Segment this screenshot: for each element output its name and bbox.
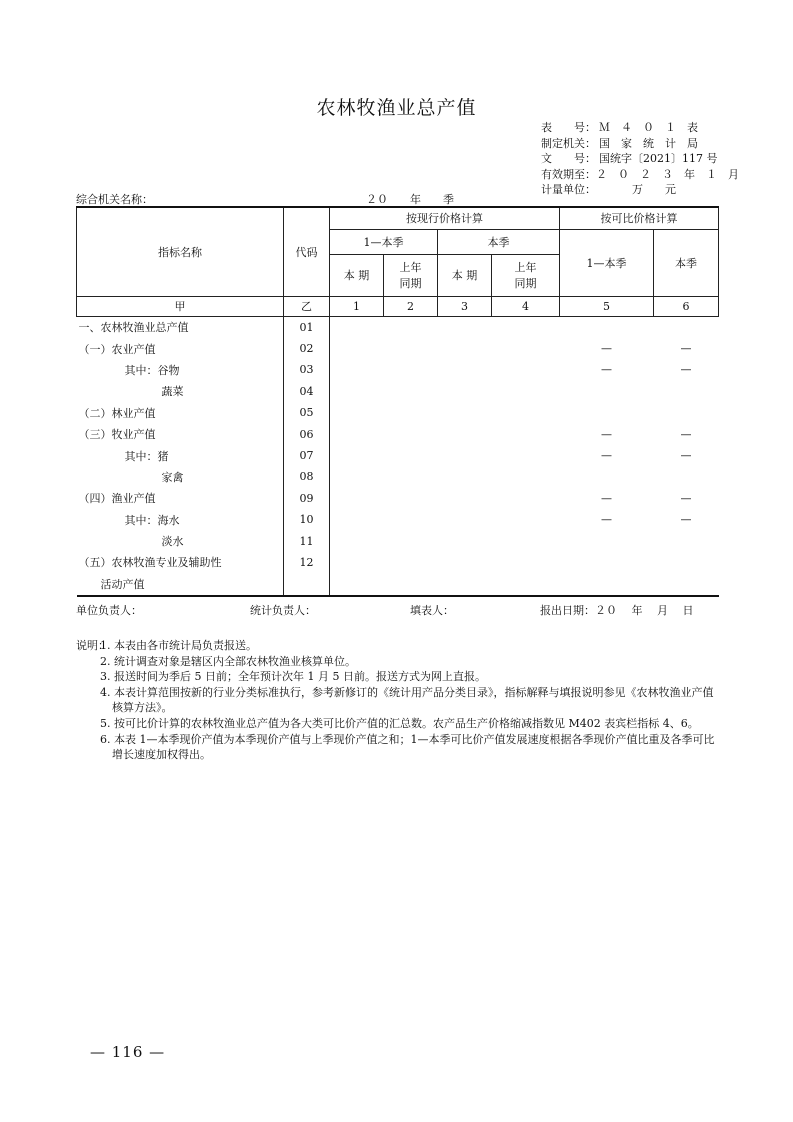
value-cell [654,466,719,487]
value-cell [654,402,719,423]
col-header-prev-year-1: 上年 同期 [384,254,438,296]
value-cell [330,509,384,530]
value-cell [330,488,384,509]
indicator-code: 12 [284,552,330,573]
value-cell [560,402,654,423]
org-name-label: 综合机关名称： [76,193,153,206]
colno-cell: 2 [384,296,438,316]
col-header-comparable-cumulative: 1—本季 [560,229,654,296]
indicator-name: 其中：海水 [124,513,180,527]
colno-cell: 乙 [284,296,330,316]
value-cell [492,402,560,423]
value-cell [438,509,492,530]
value-cell [330,338,384,359]
indicator-name: （二）林业产值 [78,406,156,420]
value-cell [384,381,438,402]
table-row [77,316,719,338]
indicator-code [284,573,330,595]
meta-label: 计量单位： [541,183,596,196]
indicator-name: （三）牧业产值 [78,428,156,442]
table-row [77,466,719,487]
value-cell [560,573,654,595]
meta-value: 国 家 统 计 局 [599,136,698,150]
col-header-prev-year-2: 上年 同期 [492,254,560,296]
col-header-comparable-price: 按可比价格计算 [560,207,719,229]
report-period: ２０ 年 季 [366,193,454,206]
indicator-code: 07 [284,445,330,466]
value-cell [438,445,492,466]
value-cell [384,359,438,380]
indicator-name: 一、农林牧渔业总产值 [78,321,189,335]
indicator-code: 04 [284,381,330,402]
meta-label: 有效期至： [541,167,596,181]
value-cell [384,402,438,423]
value-cell [438,552,492,573]
meta-row [541,120,718,136]
meta-value: 万 元 [599,183,676,196]
value-cell: — [680,449,692,463]
column-number-row [77,296,719,316]
value-cell [654,381,719,402]
table-row [77,359,719,380]
value-cell [330,423,384,444]
meta-label: 表 号： [541,121,596,134]
value-cell [384,488,438,509]
indicator-code: 06 [284,423,330,444]
value-cell [492,338,560,359]
value-cell [560,381,654,402]
value-cell [384,552,438,573]
indicator-code: 10 [284,509,330,530]
indicator-name: 家禽 [161,470,184,484]
page-title: 农林牧渔业总产值 [316,97,477,119]
value-cell [492,552,560,573]
col-header-code: 代码 [284,207,330,296]
value-cell [330,530,384,551]
value-cell [384,530,438,551]
value-cell [492,316,560,338]
value-cell [560,466,654,487]
value-cell [330,445,384,466]
value-cell: — [601,513,612,527]
value-cell: — [680,427,692,441]
value-cell [492,466,560,487]
signature-row [76,602,718,618]
meta-value: 国统字〔2021〕117 号 [599,152,718,165]
note-item: 6. 本表 1—本季现价产值为本季现价产值与上季现价产值之和；1—本季可比价产值发展速度根据各季现价产值比重及各季可比增长速度加权得出。 [100,732,715,762]
value-cell [384,423,438,444]
value-cell [654,552,719,573]
value-cell [438,573,492,595]
value-cell [330,402,384,423]
table-row [77,530,719,551]
table-row [77,552,719,573]
value-cell: — [680,363,692,377]
colno-cell: 3 [438,296,492,316]
note-item: 2. 统计调查对象是辖区内全部农林牧渔业核算单位。 [100,654,356,668]
value-cell [384,509,438,530]
note-item: 5. 按可比价计算的农林牧渔业总产值为各大类可比价产值的汇总数。农产品生产价格缩减指数见 M402 表宾栏指标 4、6。 [100,716,699,730]
meta-label: 制定机关： [541,136,596,150]
colno-cell: 甲 [77,296,284,316]
col-header-name: 指标名称 [77,207,284,296]
value-cell [560,530,654,551]
col-header-period-2: 本 期 [438,254,492,296]
value-cell [560,552,654,573]
indicator-name: 淡水 [161,535,184,549]
table-row [77,573,719,595]
value-cell [330,466,384,487]
unit-head-label: 单位负责人： [76,604,142,617]
value-cell [654,316,719,338]
value-cell [492,381,560,402]
col-header-this-quarter: 本季 [438,229,560,254]
note-item: 1. 本表由各市统计局负责报送。 [100,639,257,652]
value-cell [438,316,492,338]
indicator-code: 02 [284,338,330,359]
indicator-name: （五）农林牧渔专业及辅助性 [78,556,222,570]
meta-row [541,151,718,167]
value-cell [492,423,560,444]
colno-cell: 1 [330,296,384,316]
indicator-code: 08 [284,466,330,487]
value-cell [438,423,492,444]
meta-row [541,167,739,183]
value-cell [492,445,560,466]
filler-label: 填表人： [410,604,454,617]
col-header-cumulative: 1—本季 [330,229,438,254]
stat-head-label: 统计负责人： [250,604,316,617]
value-cell [438,466,492,487]
indicator-name: 蔬菜 [161,385,184,399]
meta-value: ２ ０ ２ ３ 年 １ 月 [596,167,739,181]
value-cell: — [601,449,612,463]
indicator-code: 09 [284,488,330,509]
colno-cell: 5 [560,296,654,316]
report-date-label: 报出日期：２０ 年 月 日 [540,604,694,617]
value-cell: — [680,491,692,505]
notes [76,638,721,763]
col-header-period-1: 本 期 [330,254,384,296]
value-cell [330,381,384,402]
value-cell [438,359,492,380]
value-cell: — [680,513,692,527]
value-cell [330,359,384,380]
value-cell [384,466,438,487]
value-cell [438,488,492,509]
value-cell [330,316,384,338]
indicator-name: 其中：猪 [124,449,169,463]
indicator-code: 11 [284,530,330,551]
value-cell [492,488,560,509]
value-cell: — [680,342,692,356]
value-cell [560,316,654,338]
value-cell [384,316,438,338]
indicator-code: 03 [284,359,330,380]
value-cell [492,359,560,380]
table-row [77,381,719,402]
value-cell: — [601,491,612,505]
col-header-comparable-this-quarter: 本季 [654,229,719,296]
colno-cell: 4 [492,296,560,316]
value-cell [384,573,438,595]
table-row [77,338,719,359]
org-row [76,191,718,205]
table-row [77,488,719,509]
value-cell [492,530,560,551]
note-item: 3. 报送时间为季后 5 日前；全年预计次年 1 月 5 日前。报送方式为网上直报。 [100,670,486,684]
indicator-name: （四）渔业产值 [78,492,156,506]
indicator-name: （一）农业产值 [78,342,156,356]
notes-head: 说明： [76,639,109,652]
value-cell: — [601,342,612,356]
meta-row [541,136,718,152]
note-item: 4. 本表计算范围按新的行业分类标准执行，参考新修订的《统计用产品分类目录》，指标解释与填报说明参见《农林牧渔业产值核算方法》。 [100,685,714,715]
value-cell [438,381,492,402]
value-cell [438,338,492,359]
value-cell [438,402,492,423]
table-row [77,402,719,423]
value-cell [438,530,492,551]
colno-cell: 6 [654,296,719,316]
indicator-name: 其中：谷物 [124,363,180,377]
indicator-code: 05 [284,402,330,423]
value-cell [654,530,719,551]
table-row [77,509,719,530]
value-cell [330,573,384,595]
indicator-name: 活动产值 [77,573,284,595]
value-cell [384,338,438,359]
table-row [77,445,719,466]
value-cell [330,552,384,573]
value-cell [492,509,560,530]
value-cell: — [601,363,612,377]
page-number: — 116 — [90,1043,166,1061]
value-cell [384,445,438,466]
table-row [77,423,719,444]
value-cell [654,573,719,595]
value-cell: — [601,427,612,441]
data-table [76,206,719,597]
meta-value: Ｍ ４ ０ １ 表 [599,121,698,134]
value-cell [492,573,560,595]
col-header-current-price: 按现行价格计算 [330,207,560,229]
meta-label: 文 号： [541,152,596,165]
indicator-code: 01 [284,316,330,338]
form-meta [541,120,739,198]
